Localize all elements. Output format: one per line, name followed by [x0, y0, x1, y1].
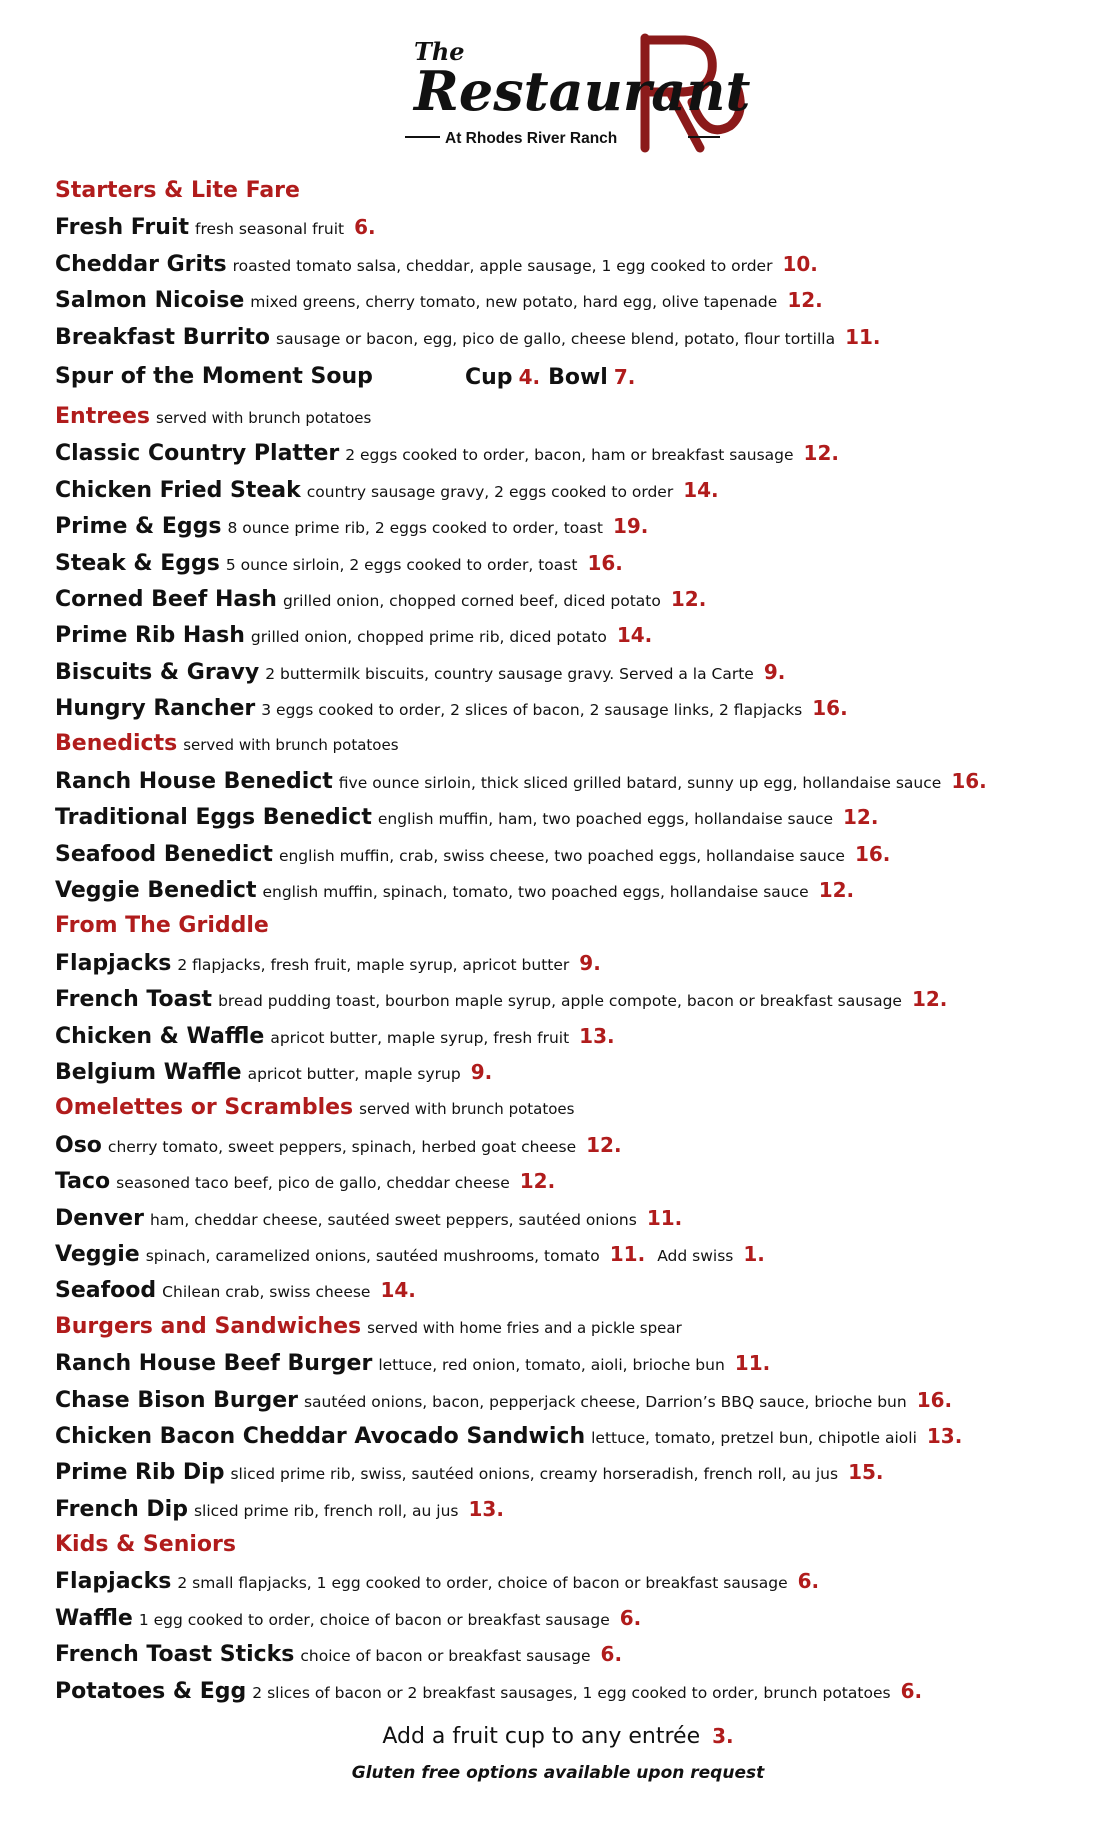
menu-item: [55, 1382, 1095, 1418]
item-name: Denver: [55, 1205, 144, 1231]
menu-item: [55, 1200, 1095, 1236]
item-name: Flapjacks: [55, 950, 172, 976]
item-desc: 5 ounce sirloin, 2 eggs cooked to order, toast: [225, 555, 578, 574]
item-extra-price: 1.: [743, 1241, 765, 1266]
item-price: 6.: [354, 215, 376, 240]
item-name: Cheddar Grits: [55, 251, 227, 277]
item-price: 13.: [926, 1423, 963, 1448]
menu-item: [55, 1272, 1095, 1308]
section-note: served with brunch potatoes: [156, 408, 372, 427]
item-name: Seafood: [55, 1278, 157, 1304]
item-name: Veggie: [55, 1241, 140, 1267]
menu-item: [55, 690, 1095, 726]
item-price: 12.: [818, 878, 855, 903]
menu-item: [55, 246, 1095, 282]
logo-subtitle: At Rhodes River Ranch: [445, 130, 618, 147]
item-name: Fresh Fruit: [55, 215, 189, 241]
item-price: 9.: [763, 659, 786, 684]
item-price: 12.: [519, 1169, 556, 1194]
item-desc: sausage or bacon, egg, pico de gallo, cheese blend, potato, flour tortilla: [276, 329, 836, 348]
item-name: French Dip: [55, 1496, 188, 1522]
item-name: Chase Bison Burger: [55, 1387, 298, 1413]
fruit-cup-note: [0, 1724, 1116, 1749]
item-desc: cherry tomato, sweet peppers, spinach, herbed goat cheese: [107, 1137, 577, 1156]
menu-item: [55, 581, 1095, 617]
item-price: 9.: [579, 950, 601, 975]
item-desc: mixed greens, cherry tomato, new potato, hard egg, olive tapenade: [250, 293, 778, 312]
item-desc: Chilean crab, swiss cheese: [162, 1283, 371, 1302]
section-title: Burgers and Sandwiches: [55, 1313, 362, 1339]
item-desc: five ounce sirloin, thick sliced grilled batard, sunny up egg, hollandaise sauce: [338, 773, 942, 792]
item-price: 14.: [380, 1278, 416, 1303]
item-name: Ranch House Beef Burger: [55, 1351, 373, 1377]
item-desc: apricot butter, maple syrup: [247, 1064, 461, 1083]
item-price: 16.: [854, 841, 891, 866]
item-desc: sliced prime rib, french roll, au jus: [193, 1501, 459, 1520]
section-title: From The Griddle: [55, 913, 269, 939]
item-price: 12.: [787, 288, 823, 313]
item-price: 12.: [670, 586, 707, 611]
item-desc: roasted tomato salsa, cheddar, apple sausage, 1 egg cooked to order: [232, 256, 773, 275]
item-desc: 1 egg cooked to order, choice of bacon or breakfast sausage: [138, 1610, 610, 1629]
menu: [55, 173, 1095, 1709]
soup-item: [55, 355, 1095, 399]
menu-item: [55, 1600, 1095, 1636]
menu-item: [55, 945, 1095, 981]
item-desc: ham, cheddar cheese, sautéed sweet peppers, sautéed onions: [149, 1210, 637, 1229]
section-title: Omelettes or Scrambles: [55, 1095, 354, 1121]
section-heading-kids: [55, 1527, 1095, 1563]
item-price: 11.: [734, 1351, 771, 1376]
item-price: 14.: [683, 477, 719, 502]
item-extra: Add swiss: [657, 1246, 734, 1265]
menu-item: [55, 282, 1095, 318]
menu-item: [55, 1491, 1095, 1527]
menu-item: [55, 1163, 1095, 1199]
item-price: 12.: [843, 805, 879, 830]
item-price: 16.: [812, 696, 848, 721]
item-desc: 2 flapjacks, fresh fruit, maple syrup, apricot butter: [177, 955, 570, 974]
item-price: 12.: [803, 441, 839, 466]
item-desc: sautéed onions, bacon, pepperjack cheese, Darrion’s BBQ sauce, brioche bun: [303, 1392, 907, 1411]
item-desc: 2 buttermilk biscuits, country sausage gravy. Served a la Carte: [265, 664, 754, 683]
section-heading-benedicts: [55, 726, 1095, 762]
menu-item: [55, 1418, 1095, 1454]
soup-sizes: [465, 355, 643, 401]
menu-item: [55, 1345, 1095, 1381]
item-name: Seafood Benedict: [55, 841, 273, 867]
section-heading-entrees: [55, 399, 1095, 435]
item-name: Prime & Eggs: [55, 514, 222, 540]
item-price: 6.: [900, 1678, 923, 1703]
item-name: French Toast Sticks: [55, 1642, 295, 1668]
menu-item: [55, 654, 1095, 690]
section-note: served with home fries and a pickle spear: [367, 1318, 682, 1337]
item-name: Chicken Fried Steak: [55, 477, 301, 503]
item-name: Prime Rib Hash: [55, 623, 245, 649]
menu-item: [55, 209, 1095, 245]
menu-item: [55, 1673, 1095, 1709]
item-price: 9.: [470, 1059, 493, 1084]
section-heading-starters: [55, 173, 1095, 209]
menu-item: [55, 617, 1095, 653]
section-title: Kids & Seniors: [55, 1532, 236, 1558]
item-name: Potatoes & Egg: [55, 1678, 247, 1704]
section-title: Benedicts: [55, 731, 178, 757]
soup-cup-label: Cup: [465, 364, 513, 390]
item-name: Corned Beef Hash: [55, 586, 277, 612]
menu-item: [55, 799, 1095, 835]
item-desc: seasoned taco beef, pico de gallo, cheddar cheese: [116, 1174, 510, 1193]
menu-item: [55, 981, 1095, 1017]
item-desc: 3 eggs cooked to order, 2 slices of bacon, 2 sausage links, 2 flapjacks: [261, 701, 803, 720]
section-note: served with brunch potatoes: [183, 736, 399, 755]
item-name: Prime Rib Dip: [55, 1460, 225, 1486]
item-price: 11.: [845, 324, 881, 349]
item-name: Traditional Eggs Benedict: [55, 805, 372, 831]
item-price: 6.: [797, 1569, 820, 1594]
soup-bowl-price: 7.: [613, 364, 636, 389]
item-name: Classic Country Platter: [55, 441, 340, 467]
item-name: Veggie Benedict: [55, 878, 257, 904]
item-price: 6.: [600, 1642, 623, 1667]
item-price: 6.: [619, 1605, 642, 1630]
item-name: Chicken & Waffle: [55, 1023, 265, 1049]
item-name: Breakfast Burrito: [55, 324, 271, 350]
item-name: Steak & Eggs: [55, 550, 220, 576]
item-price: 13.: [579, 1023, 615, 1048]
item-price: 15.: [848, 1460, 884, 1485]
menu-item: [55, 545, 1095, 581]
item-desc: spinach, caramelized onions, sautéed mushrooms, tomato: [145, 1246, 600, 1265]
menu-item: [55, 872, 1095, 908]
menu-item: [55, 508, 1095, 544]
menu-item: [55, 1018, 1095, 1054]
item-price: 14.: [616, 623, 653, 648]
soup-bowl-label: Bowl: [548, 364, 608, 390]
item-desc: 8 ounce prime rib, 2 eggs cooked to order, toast: [227, 519, 603, 538]
soup-name: Spur of the Moment Soup: [55, 363, 373, 389]
item-name: Oso: [55, 1132, 102, 1158]
item-desc: english muffin, spinach, tomato, two poached eggs, hollandaise sauce: [262, 883, 809, 902]
item-price: 16.: [951, 768, 987, 793]
item-desc: 2 slices of bacon or 2 breakfast sausages, 1 egg cooked to order, brunch potatoes: [252, 1683, 891, 1702]
gluten-free-note: Gluten free options available upon request: [351, 1763, 765, 1783]
item-name: Belgium Waffle: [55, 1059, 242, 1085]
item-desc: fresh seasonal fruit: [195, 220, 345, 239]
menu-item: [55, 763, 1095, 799]
item-price: 11.: [646, 1205, 683, 1230]
item-desc: apricot butter, maple syrup, fresh fruit: [270, 1028, 570, 1047]
item-name: Waffle: [55, 1605, 133, 1631]
restaurant-logo: [400, 30, 760, 160]
item-desc: country sausage gravy, 2 eggs cooked to order: [306, 482, 674, 501]
item-name: Hungry Rancher: [55, 696, 256, 722]
soup-cup-price: 4.: [518, 364, 541, 389]
menu-item: [55, 836, 1095, 872]
section-title: Starters & Lite Fare: [55, 178, 300, 203]
section-heading-omelettes: [55, 1090, 1095, 1126]
item-name: French Toast: [55, 987, 213, 1013]
item-name: Biscuits & Gravy: [55, 659, 260, 685]
item-desc: choice of bacon or breakfast sausage: [300, 1647, 591, 1666]
section-note: served with brunch potatoes: [359, 1100, 575, 1119]
fruit-cup-price: 3.: [712, 1724, 734, 1748]
item-price: 12.: [586, 1132, 622, 1157]
section-heading-griddle: [55, 908, 1095, 944]
item-price: 16.: [916, 1387, 953, 1412]
menu-item: [55, 435, 1095, 471]
item-desc: 2 small flapjacks, 1 egg cooked to order, choice of bacon or breakfast sausage: [177, 1574, 788, 1593]
item-desc: english muffin, crab, swiss cheese, two poached eggs, hollandaise sauce: [278, 846, 845, 865]
item-price: 13.: [468, 1496, 504, 1521]
menu-item: [55, 1454, 1095, 1490]
item-price: 10.: [782, 251, 818, 276]
item-desc: lettuce, red onion, tomato, aioli, brioche bun: [378, 1356, 725, 1375]
item-desc: bread pudding toast, bourbon maple syrup, apple compote, bacon or breakfast sausage: [218, 992, 902, 1011]
item-name: Ranch House Benedict: [55, 768, 333, 794]
item-desc: sliced prime rib, swiss, sautéed onions, creamy horseradish, french roll, au jus: [230, 1465, 839, 1484]
item-name: Flapjacks: [55, 1569, 172, 1595]
item-desc: english muffin, ham, two poached eggs, hollandaise sauce: [377, 810, 834, 829]
menu-item: [55, 1636, 1095, 1672]
menu-item: [55, 1054, 1095, 1090]
menu-item: [55, 1563, 1095, 1599]
item-name: Salmon Nicoise: [55, 288, 245, 314]
item-name: Taco: [55, 1169, 111, 1195]
menu-item: [55, 472, 1095, 508]
item-price: 12.: [911, 987, 948, 1012]
section-title: Entrees: [55, 403, 150, 429]
item-name: Chicken Bacon Cheddar Avocado Sandwich: [55, 1423, 586, 1449]
menu-item: [55, 319, 1095, 355]
fruit-cup-text: Add a fruit cup to any entrée: [382, 1724, 701, 1749]
item-price: 16.: [587, 550, 623, 575]
item-price: 19.: [612, 514, 649, 539]
item-desc: lettuce, tomato, pretzel bun, chipotle aioli: [591, 1428, 917, 1447]
menu-item: [55, 1236, 1095, 1272]
item-desc: grilled onion, chopped corned beef, diced potato: [282, 591, 661, 610]
logo-the: The: [414, 37, 465, 66]
logo-name: Restaurant: [414, 59, 751, 123]
item-desc: grilled onion, chopped prime rib, diced potato: [250, 628, 607, 647]
menu-item: [55, 1127, 1095, 1163]
item-desc: 2 eggs cooked to order, bacon, ham or breakfast sausage: [345, 446, 794, 465]
item-price: 11.: [609, 1241, 646, 1266]
section-heading-burgers: [55, 1309, 1095, 1345]
